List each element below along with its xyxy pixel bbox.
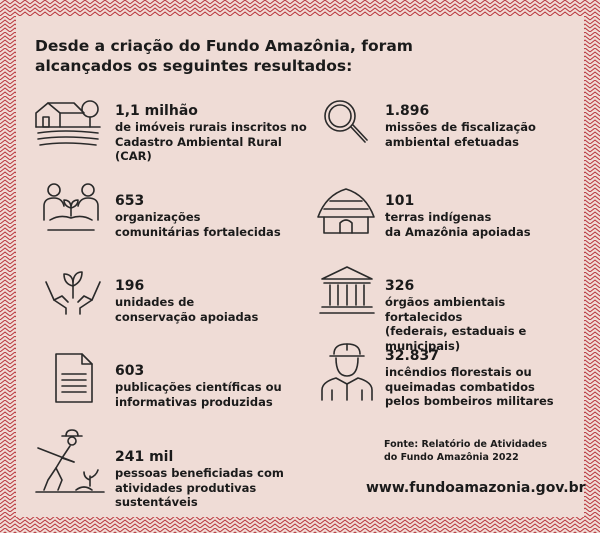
website-link[interactable]: www.fundoamazonia.gov.br [366, 480, 586, 496]
source-line-1: Fonte: Relatório de Atividades [384, 439, 548, 450]
conservation-value: 196 [115, 278, 145, 294]
farm-icon [34, 97, 102, 153]
indigenous-value: 101 [385, 193, 415, 209]
conservation-desc-1: unidades de [115, 295, 195, 309]
missions-desc-2: ambiental efetuadas [385, 134, 519, 149]
page-title: Desde a criação do Fundo Amazônia, foram alcançados os seguintes resultados: [35, 37, 413, 75]
source-note [384, 438, 547, 464]
properties-desc-2: Cadastro Ambiental Rural (CAR) [115, 134, 282, 163]
publications-value: 603 [115, 363, 145, 379]
fires-desc-1: incêndios florestais ou [385, 365, 532, 379]
agencies-desc-1: órgãos ambientais fortalecidos [385, 295, 506, 324]
source-line-2: do Fundo Amazônia 2022 [384, 452, 519, 463]
beneficiaries-desc-2: atividades produtivas sustentáveis [115, 480, 257, 509]
fires-desc-2: queimadas combatidos [385, 379, 535, 394]
hands-plant-icon [44, 264, 102, 316]
organizations-desc-2: comunitárias fortalecidas [115, 224, 281, 239]
document-icon [52, 352, 96, 404]
institution-icon [318, 263, 376, 317]
agencies-desc-2: (federais, estaduais e municipais) [385, 324, 527, 353]
organizations-value: 653 [115, 193, 145, 209]
firefighter-icon [318, 340, 376, 402]
conservation-desc-2: conservação apoiadas [115, 309, 259, 324]
indigenous-desc-1: terras indígenas [385, 210, 492, 224]
farmer-icon [34, 428, 106, 494]
beneficiaries-value: 241 mil [115, 449, 174, 465]
properties-desc-1: de imóveis rurais inscritos no [115, 120, 307, 134]
fires-desc-3: pelos bombeiros militares [385, 394, 554, 408]
missions-desc-1: missões de fiscalização [385, 120, 536, 134]
properties-value: 1,1 milhão [115, 103, 198, 119]
indigenous-desc-2: da Amazônia apoiadas [385, 224, 531, 239]
hut-icon [314, 183, 378, 237]
beneficiaries-desc-1: pessoas beneficiadas com [115, 466, 284, 480]
agencies-value: 326 [385, 278, 415, 294]
community-icon [40, 180, 102, 236]
publications-desc-1: publicações científicas ou [115, 380, 282, 394]
fires-value: 32.837 [385, 348, 440, 364]
organizations-desc-1: organizações [115, 210, 201, 224]
missions-value: 1.896 [385, 103, 430, 119]
publications-desc-2: informativas produzidas [115, 394, 273, 409]
magnifier-icon [320, 96, 370, 148]
